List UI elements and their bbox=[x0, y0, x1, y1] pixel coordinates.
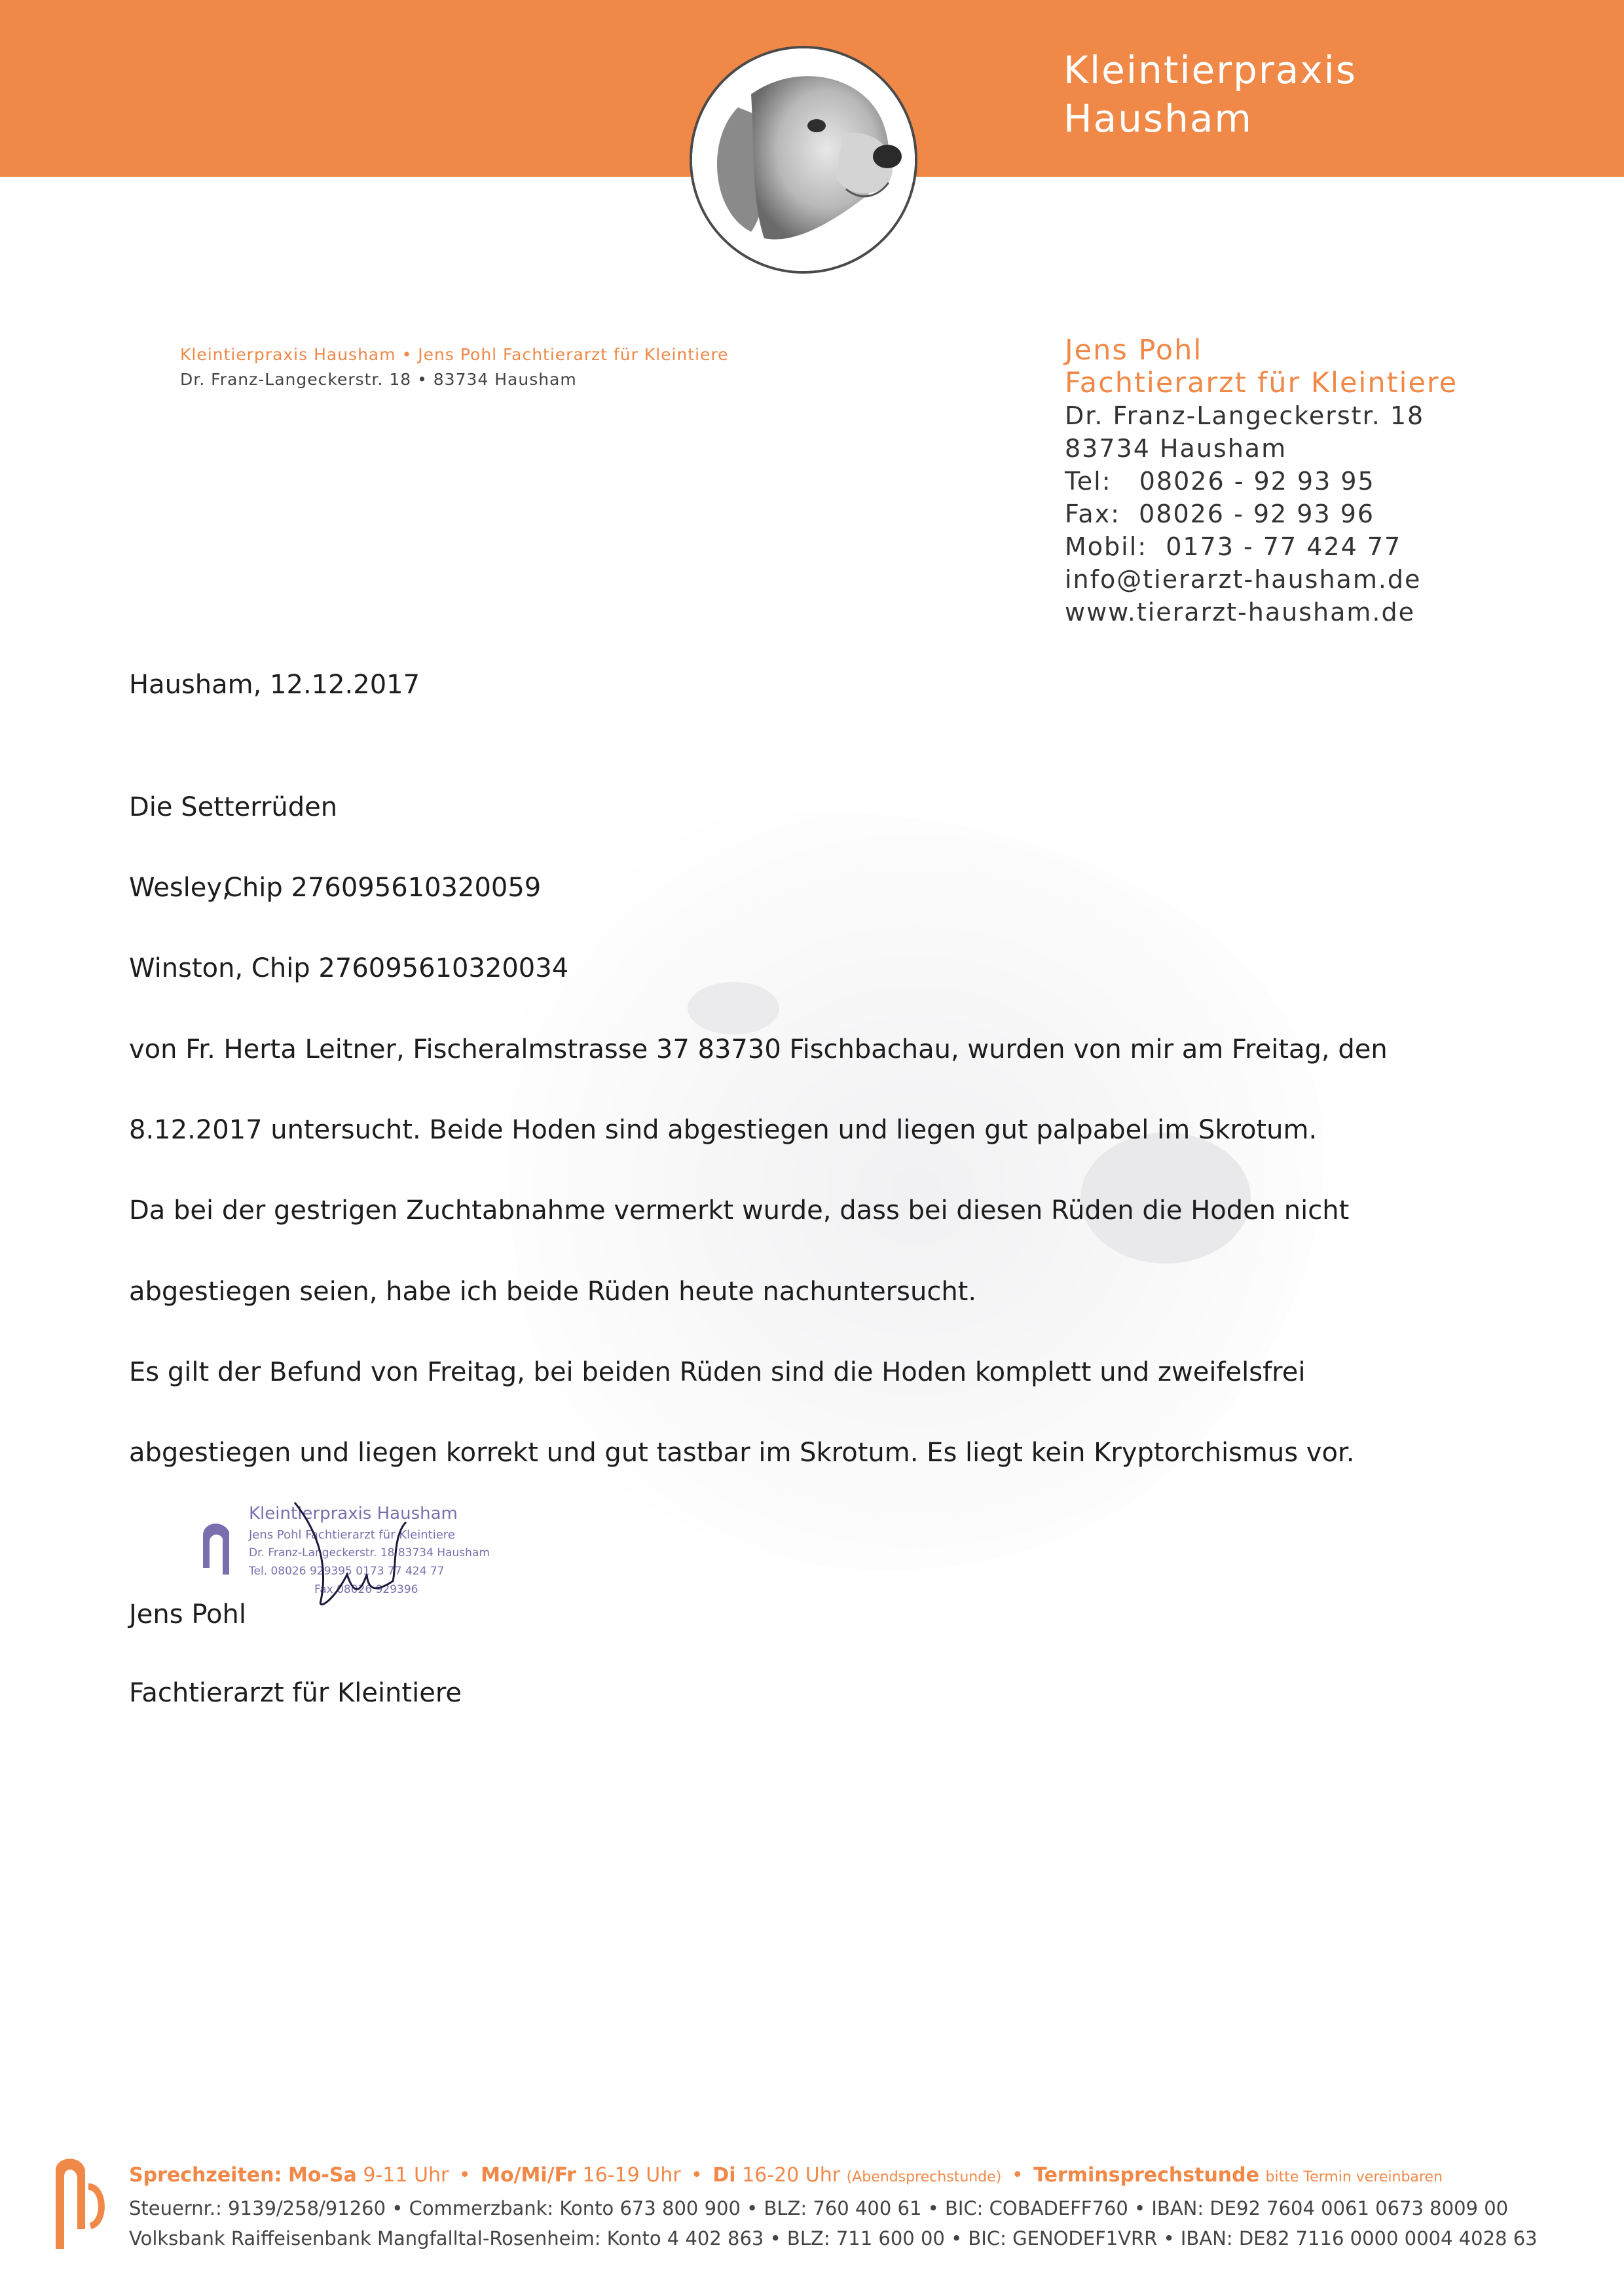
practice-name-line2: Hausham bbox=[1063, 96, 1253, 141]
stamp-line5: Fax 08026 929396 bbox=[314, 1583, 418, 1596]
intro-line: Die Setterrüden bbox=[129, 792, 338, 822]
sender-doctor: Jens Pohl Fachtierarzt für Kleintiere bbox=[418, 345, 729, 364]
practice-logo-icon bbox=[46, 2151, 108, 2255]
contact-web: www.tierarzt-hausham.de bbox=[1065, 598, 1415, 627]
contact-mobil: Mobil: 0173 - 77 424 77 bbox=[1065, 532, 1402, 561]
hours2-days: Mo/Mi/Fr bbox=[481, 2164, 576, 2187]
stamp-line1: Kleintierpraxis Hausham bbox=[249, 1504, 458, 1523]
para3-line1: Es gilt der Befund von Freitag, bei beiden Rüden sind die Hoden komplett und zweifelsfrei bbox=[129, 1357, 1306, 1387]
dog2-line: Winston, Chip 276095610320034 bbox=[129, 953, 569, 983]
hours3-note: (Abendsprechstunde) bbox=[846, 2169, 1002, 2185]
hours2-time: 16-19 Uhr bbox=[582, 2164, 681, 2187]
sender-separator: • bbox=[401, 345, 413, 364]
contact-block bbox=[1065, 334, 1458, 629]
hours3-time: 16-20 Uhr bbox=[742, 2164, 841, 2187]
para1-line2: 8.12.2017 untersucht. Beide Hoden sind abgestiegen und liegen gut palpabel im Skrotum. bbox=[129, 1115, 1318, 1145]
contact-title: Fachtierarzt für Kleintiere bbox=[1065, 367, 1458, 399]
hours3-days: Di bbox=[712, 2164, 736, 2187]
date-line: Hausham, 12.12.2017 bbox=[129, 670, 420, 700]
stamp-line3: Dr. Franz-Langeckerstr. 18 83734 Hausham bbox=[249, 1546, 490, 1559]
signer-name: Jens Pohl bbox=[129, 1599, 246, 1630]
contact-street: Dr. Franz-Langeckerstr. 18 bbox=[1065, 401, 1425, 430]
sender-address: Dr. Franz-Langeckerstr. 18 • 83734 Hausham bbox=[180, 370, 577, 389]
footer-bank-line2: Volksbank Raiffeisenbank Mangfalltal-Rosenheim: Konto 4 402 863 • BLZ: 711 600 00 • BIC: GENODEF1VRR • IBAN: DE82 7116 0000 0004 4028 63 bbox=[129, 2227, 1538, 2250]
stamp-line4: Tel. 08026 929395 0173 77 424 77 bbox=[249, 1565, 445, 1578]
para2-line1: Da bei der gestrigen Zuchtabnahme vermerkt wurde, dass bei diesen Rüden die Hoden nicht bbox=[129, 1195, 1350, 1226]
contact-fax: Fax: 08026 - 92 93 96 bbox=[1065, 500, 1375, 528]
footer-bank-line1: Steuernr.: 9139/258/91260 • Commerzbank: Konto 673 800 900 • BLZ: 760 400 61 • BIC: COBADEFF760 • IBAN: DE92 7604 0061 0673 8009 00 bbox=[129, 2197, 1509, 2219]
para3-line2: abgestiegen und liegen korrekt und gut tastbar im Skrotum. Es liegt kein Kryptorchismus vor. bbox=[129, 1438, 1355, 1468]
sender-return-address bbox=[180, 342, 729, 392]
sender-practice: Kleintierpraxis Hausham bbox=[180, 345, 396, 364]
appointment-note: bitte Termin vereinbaren bbox=[1265, 2169, 1443, 2185]
hours1-time: 9-11 Uhr bbox=[363, 2164, 449, 2187]
hours-label: Sprechzeiten: bbox=[129, 2164, 282, 2187]
stamp-line2: Jens Pohl Fachtierarzt für Kleintiere bbox=[249, 1528, 455, 1542]
para2-line2: abgestiegen seien, habe ich beide Rüden heute nachuntersucht. bbox=[129, 1277, 977, 1307]
dog1-chip: Chip 276095610320059 bbox=[224, 873, 542, 903]
contact-tel: Tel: 08026 - 92 93 95 bbox=[1065, 467, 1375, 496]
dog-portrait-icon bbox=[690, 46, 917, 274]
appointment-label: Terminsprechstunde bbox=[1033, 2164, 1259, 2187]
footer-hours: Sprechzeiten: Mo-Sa 9-11 Uhr • Mo/Mi/Fr 16-19 Uhr • Di 16-20 Uhr (Abendsprechstunde) • Terminsprechstunde bitte Termin vereinbaren bbox=[129, 2164, 1443, 2187]
signer-title: Fachtierarzt für Kleintiere bbox=[129, 1678, 462, 1708]
dog1-name: Wesley, bbox=[129, 873, 231, 903]
para1-line1: von Fr. Herta Leitner, Fischeralmstrasse 37 83730 Fischbachau, wurden von mir am Freitag, den bbox=[129, 1034, 1388, 1065]
contact-city: 83734 Hausham bbox=[1065, 434, 1287, 463]
contact-name: Jens Pohl bbox=[1065, 334, 1203, 367]
practice-name-line1: Kleintierpraxis bbox=[1063, 48, 1357, 92]
hours1-days: Mo-Sa bbox=[288, 2164, 357, 2187]
practice-name bbox=[1063, 46, 1357, 143]
dog1-line bbox=[129, 873, 541, 903]
contact-email: info@tierarzt-hausham.de bbox=[1065, 565, 1422, 594]
